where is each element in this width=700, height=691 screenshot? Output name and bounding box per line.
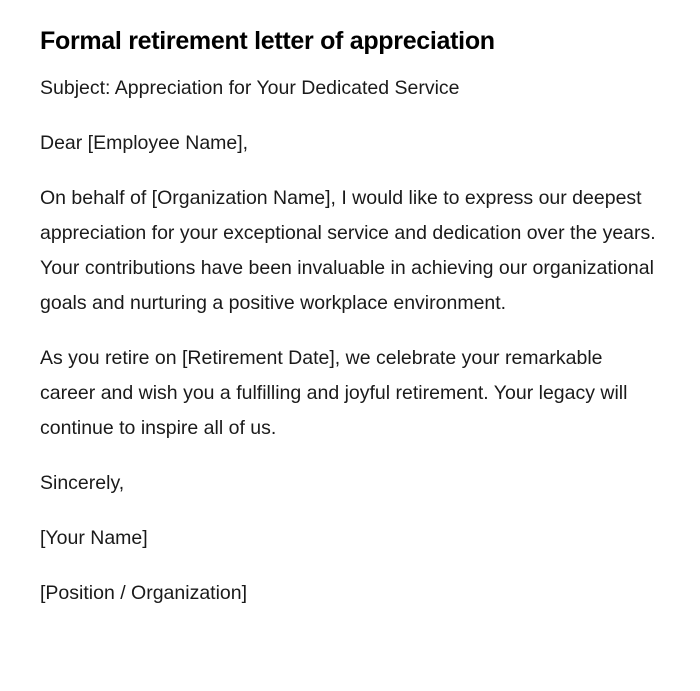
letter-subject: Subject: Appreciation for Your Dedicated Service (40, 77, 460, 99)
letter-document (40, 26, 660, 611)
signature-name: [Your Name] (40, 527, 148, 549)
signature-position: [Position / Organization] (40, 582, 248, 604)
letter-closing: Sincerely, (40, 472, 125, 494)
letter-salutation: Dear [Employee Name], (40, 132, 249, 154)
letter-body-paragraph-1: On behalf of [Organization Name], I would like to express our deepest appreciation for your exceptional service and dedication over the years. Your contributions have been invaluable in achieving our organizational goals and nurturing a positive workplace environment. (40, 187, 656, 314)
letter-body-paragraph-2: As you retire on [Retirement Date], we celebrate your remarkable career and wish you a fulfilling and joyful retirement. Your legacy will continue to inspire all of us. (40, 347, 628, 439)
letter-title: Formal retirement letter of appreciation (40, 27, 495, 55)
